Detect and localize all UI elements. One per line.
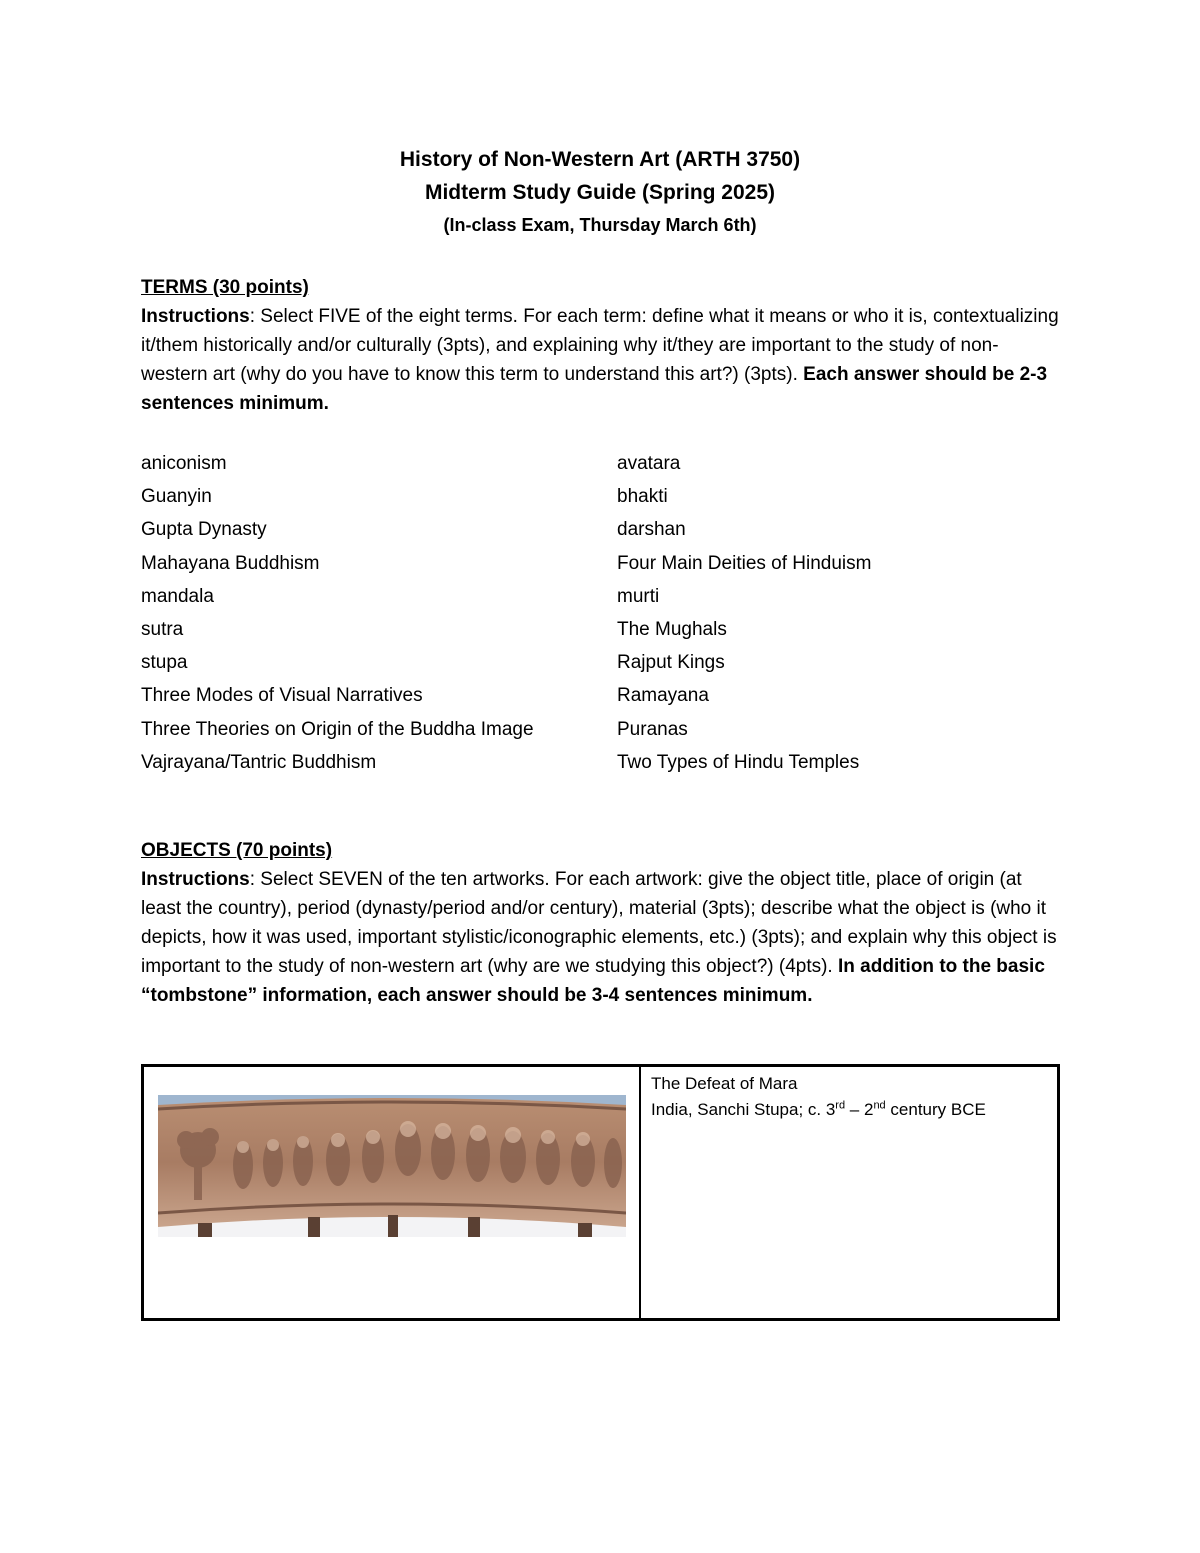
term-item: darshan <box>617 519 686 541</box>
objects-heading: OBJECTS (70 points) <box>141 840 333 861</box>
term-item: Three Theories on Origin of the Buddha Image <box>141 718 534 740</box>
term-item: Three Modes of Visual Narratives <box>141 685 423 707</box>
object-info-cell <box>641 1067 1057 1318</box>
ordinal-suffix: nd <box>873 1099 886 1112</box>
object-image-cell <box>144 1067 641 1318</box>
term-item: Puranas <box>617 718 688 740</box>
terms-instructions <box>141 302 1061 418</box>
term-item: mandala <box>141 585 214 607</box>
objects-instructions-text: : Select SEVEN of the ten artworks. For each artwork: give the object title, place of origin (at least the country), period (dynasty/period and/or century), material (3pts); describe what the object is (who it depicts, how it was used, important stylistic/iconographic elements, etc.) (3pts); and explain why this object is important to the study of non-western art (why are we studying this object?) (4pts). <box>141 869 1057 977</box>
term-item: avatara <box>617 453 681 474</box>
term-item: Ramayana <box>617 685 709 707</box>
relief-carving-image <box>158 1095 626 1237</box>
term-item: murti <box>617 585 660 607</box>
term-item: Two Types of Hindu Temples <box>617 751 860 773</box>
terms-section <box>141 273 1061 418</box>
course-title: History of Non-Western Art (ARTH 3750) <box>399 148 801 171</box>
exam-info: (In-class Exam, Thursday March 6th) <box>443 215 757 235</box>
objects-instructions-emphasis: In addition to the basic “tombstone” information, each answer should be 3-4 sentences minimum. <box>141 956 1045 1006</box>
objects-instructions-label: Instructions <box>141 869 250 890</box>
terms-heading: TERMS (30 points) <box>141 277 309 298</box>
terms-instructions-label: Instructions <box>141 306 250 327</box>
term-item: Vajrayana/Tantric Buddhism <box>141 751 377 773</box>
terms-instructions-text: : Select FIVE of the eight terms. For each term: define what it means or who it is, contextualizing it/them historically and/or culturally (3pts), and explaining why it/they are important to the study of non-western art (why do you have to know this term to understand this art?) (3pts). <box>141 306 1059 385</box>
term-item: The Mughals <box>617 619 727 641</box>
terms-instructions-emphasis: Each answer should be 2-3 sentences minimum. <box>141 364 1048 414</box>
object-origin-suffix: century BCE <box>885 1100 986 1119</box>
term-item: bhakti <box>617 486 668 508</box>
objects-instructions <box>141 865 1061 1010</box>
object-origin-prefix: India, Sanchi Stupa; c. 3 <box>651 1100 836 1119</box>
object-origin <box>651 1097 1047 1123</box>
term-item: aniconism <box>141 453 227 474</box>
terms-list-right <box>617 447 1057 779</box>
document-header <box>0 143 1200 241</box>
guide-title: Midterm Study Guide (Spring 2025) <box>424 181 776 204</box>
term-item: stupa <box>141 652 188 674</box>
ordinal-suffix: rd <box>835 1099 846 1112</box>
term-item: sutra <box>141 619 184 641</box>
object-title: The Defeat of Mara <box>651 1074 798 1093</box>
term-item: Four Main Deities of Hinduism <box>617 552 872 574</box>
objects-section <box>141 836 1061 1010</box>
term-item: Gupta Dynasty <box>141 519 267 541</box>
object-table <box>141 1064 1060 1321</box>
term-item: Guanyin <box>141 486 212 508</box>
terms-list-left <box>141 447 611 779</box>
term-item: Rajput Kings <box>617 652 725 674</box>
term-item: Mahayana Buddhism <box>141 552 320 574</box>
object-origin-dash: – 2 <box>845 1100 874 1119</box>
